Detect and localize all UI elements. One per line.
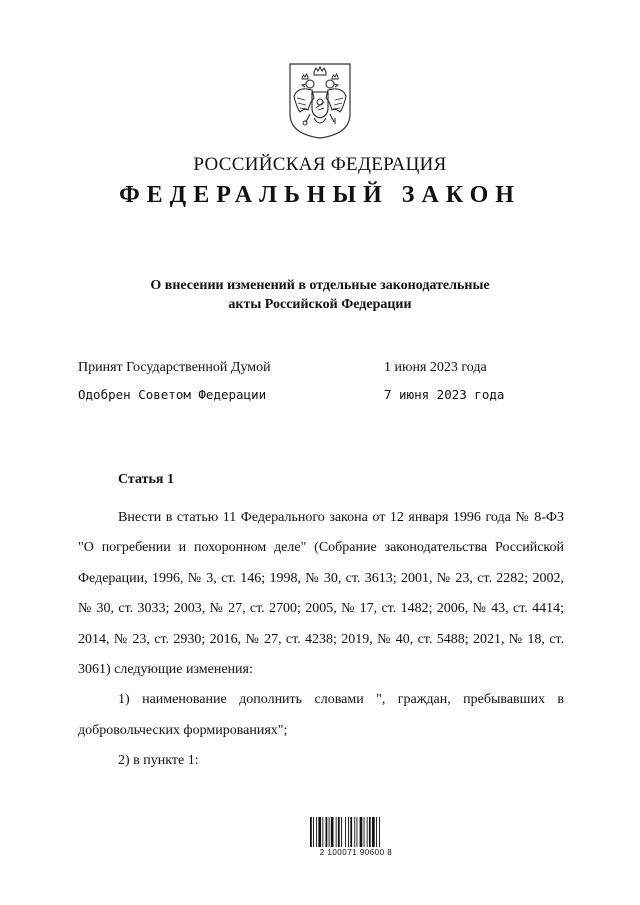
- document-type-title: ФЕДЕРАЛЬНЫЙ ЗАКОН: [119, 182, 521, 208]
- document-barcode: [306, 817, 406, 857]
- law-title-line-2: акты Российской Федерации: [228, 297, 412, 312]
- adoption-date: 1 июня 2023 года: [384, 360, 487, 375]
- article-body: [78, 503, 564, 777]
- coat-of-arms-icon: [288, 62, 352, 140]
- adoption-row-federation-council: [78, 387, 548, 402]
- adoption-label: Принят Государственной Думой: [78, 360, 271, 375]
- barcode-icon: [306, 817, 406, 847]
- approval-label: Одобрен Советом Федерации: [78, 387, 267, 402]
- law-title-line-1: О внесении изменений в отдельные законодательные: [150, 278, 490, 293]
- country-header: РОССИЙСКАЯ ФЕДЕРАЦИЯ: [193, 154, 447, 175]
- approval-date: 7 июня 2023 года: [384, 387, 505, 402]
- article-paragraph: 1) наименование дополнить словами ", граждан, пребывавших в добровольческих формированиях";: [78, 692, 564, 738]
- article-paragraph: 2) в пункте 1:: [118, 753, 199, 769]
- article-heading: Статья 1: [118, 472, 174, 487]
- adoption-row-duma: [78, 360, 548, 376]
- law-title: [110, 276, 530, 314]
- article-paragraph: Внести в статью 11 Федерального закона от 12 января 1996 года № 8-ФЗ "О погребении и похоронном деле" (Собрание законодательства Российской Федерации, 1996, № 3, ст. 146; 1998, № 30, ст. 3613; 2001, № 23, ст. 2282; 2002, № 30, ст. 3033; 2003, № 27, ст. 2700; 2005, № 17, ст. 1482; 2006, № 43, ст. 4414; 2014, № 23, ст. 2930; 2016, № 27, ст. 4238; 2019, № 40, ст. 5488; 2021, № 18, ст. 3061) следующие изменения:: [78, 510, 564, 678]
- barcode-number: 2 100071 90600 8: [319, 848, 393, 857]
